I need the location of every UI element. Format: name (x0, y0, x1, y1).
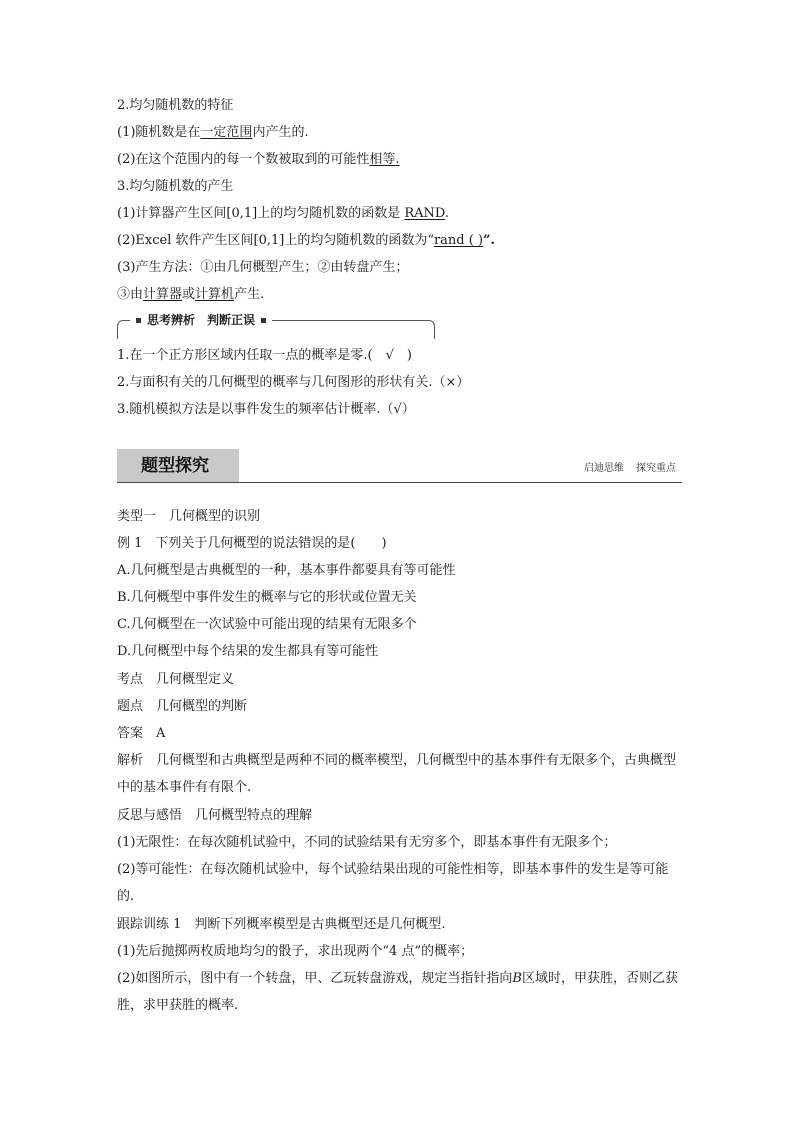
example-1: 例 1 下列关于几何概型的说法错误的是( ) (117, 536, 387, 551)
answer: 答案 A (117, 726, 166, 741)
tidian: 题点 几何概型的判断 (117, 699, 248, 714)
text-run: 或 (182, 287, 196, 302)
thinking-box-title-text: 思考辨析 判断正误 (147, 313, 256, 327)
text-run: (2)如图所示，图中有一个转盘，甲、乙玩转盘游戏，规定当指针指向 (117, 971, 513, 986)
generation-item-4 (117, 281, 682, 308)
banner-title: 题型探究 (141, 456, 209, 476)
thinking-item-1: 1.在一个正方形区域内任取一点的概率是零.( √ ) (117, 348, 412, 363)
underlined-term: 相等. (369, 152, 400, 167)
text-run: (1)计算器产生区间[0,1]上的均匀随机数的函数是 (117, 206, 405, 221)
underlined-term: 计算器 (143, 287, 183, 302)
underlined-term: RAND (404, 206, 445, 221)
text-run: (2)Excel 软件产生区间[0,1]上的均匀随机数的函数为“ (117, 233, 434, 248)
underlined-term: rand ( ) (433, 233, 484, 248)
text-run: ”. (483, 233, 496, 248)
practice-heading: 跟踪训练 1 判断下列概率模型是古典概型还是几何概型. (117, 917, 446, 932)
reflection-2: (2)等可能性：在每次随机试验中，每个试验结果出现的可能性相等，即基本事件的发生是等可能的. (117, 862, 669, 904)
banner-subtitle-1: 启迪思维 (584, 463, 624, 474)
option-b: B.几何概型中事件发生的概率与它的形状或位置无关 (117, 590, 417, 605)
generation-item-1 (117, 200, 682, 227)
underlined-term: 计算机 (195, 287, 235, 302)
generation-item-2 (117, 227, 682, 254)
practice-1: (1)先后抛掷两枚质地均匀的骰子，求出现两个“4 点”的概率； (117, 944, 474, 959)
generation-item-3: (3)产生方法：①由几何概型产生；②由转盘产生； (117, 260, 409, 275)
type-one-heading: 类型一 几何概型的识别 (117, 509, 261, 524)
reflection-1: (1)无限性：在每次随机试验中，不同的试验结果有无穷多个，即基本事件有无限多个； (117, 835, 617, 850)
thinking-item-2: 2.与面积有关的几何概型的概率与几何图形的形状有关.（×） (117, 375, 470, 390)
text-run: 区域时，甲获胜，否则乙获胜，求甲获胜的概率. (117, 971, 678, 1013)
text-run: (2)在这个范围内的每一个数被取到的可能性 (117, 152, 370, 167)
thinking-item-3: 3.随机模拟方法是以事件发生的频率估计概率.（√） (117, 402, 415, 417)
option-c: C.几何概型在一次试验中可能出现的结果有无限多个 (117, 617, 417, 632)
underlined-term: 一定范围 (200, 125, 253, 140)
square-bullet-icon (136, 318, 141, 323)
analysis: 解析 几何概型和古典概型是两种不同的概率模型，几何概型中的基本事件有无限多个，古典概型中的基本事件有有限个. (117, 753, 677, 795)
thinking-box-title (130, 312, 272, 328)
kaodian: 考点 几何概型定义 (117, 672, 235, 687)
option-a: A.几何概型是古典概型的一种，基本事件都要具有等可能性 (117, 563, 456, 578)
features-item-1 (117, 119, 682, 146)
banner-subtitle-2: 探究重点 (636, 463, 676, 474)
reflection-heading: 反思与感悟 几何概型特点的理解 (117, 808, 313, 823)
banner-subtitle (584, 462, 676, 476)
text-run: ③由 (117, 287, 144, 302)
text-run: 产生. (234, 287, 265, 302)
features-item-2 (117, 146, 682, 173)
text-run: (1)随机数是在 (117, 125, 201, 140)
features-heading: 2.均匀随机数的特征 (117, 98, 234, 113)
section-banner (117, 449, 682, 483)
variable-b: B (512, 971, 522, 986)
text-run: 内产生的. (252, 125, 309, 140)
square-bullet-icon (261, 318, 266, 323)
generation-heading: 3.均匀随机数的产生 (117, 179, 234, 194)
text-run: . (444, 206, 450, 221)
option-d: D.几何概型中每个结果的发生都具有等可能性 (117, 644, 379, 659)
practice-2 (117, 965, 682, 1019)
